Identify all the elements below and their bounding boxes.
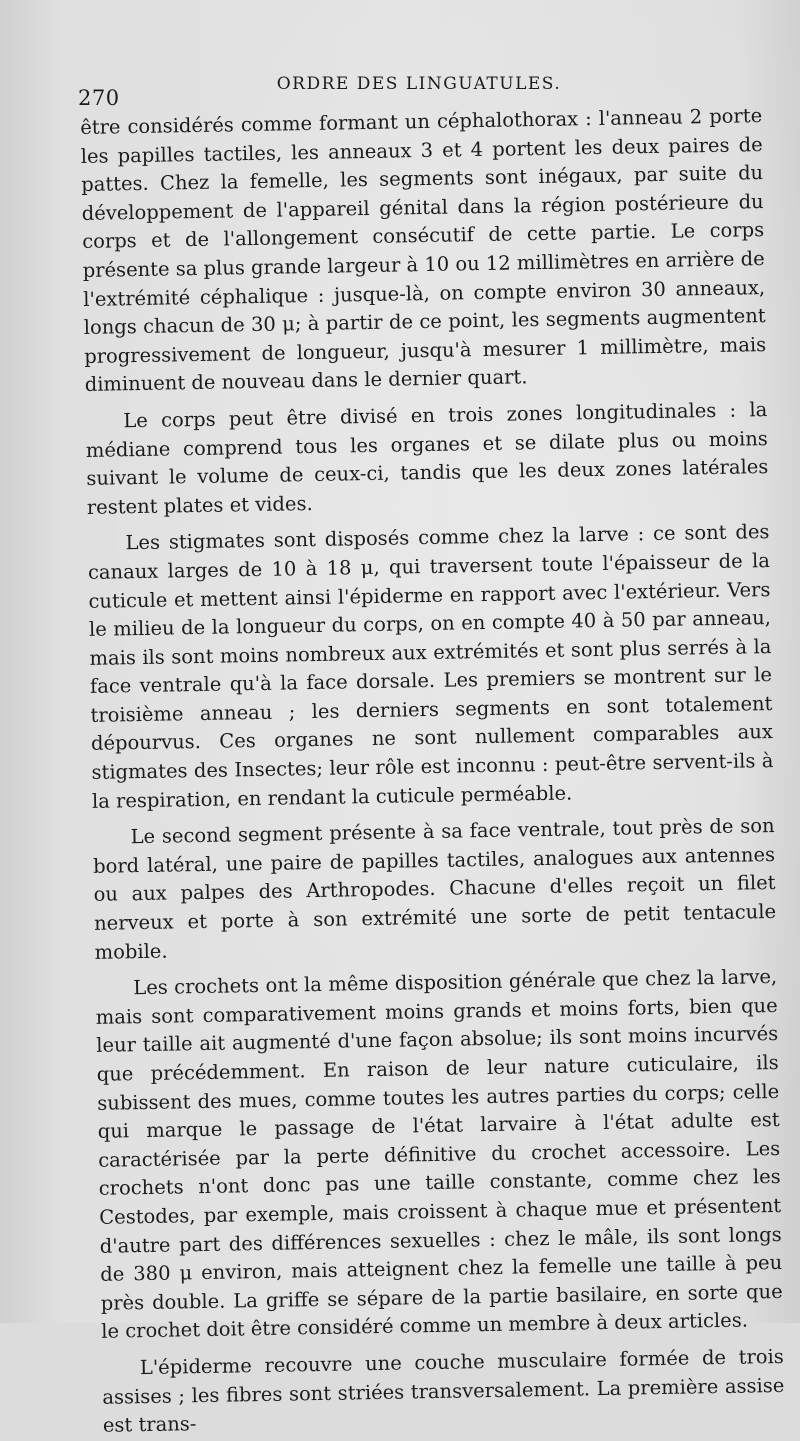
paragraph-epidermis: L'épiderme recouvre une couche musculaire formée de trois assises ; les fibres sont striées transversalement. La première assise est trans- — [102, 1344, 785, 1437]
running-head: ORDRE DES LINGUATULES. — [276, 74, 562, 94]
body-text — [80, 102, 785, 1440]
page-number: 270 — [78, 86, 120, 110]
paragraph-second-segment: Le second segment présente à sa face ventrale, tout près de son bord latéral, une paire de papilles tactiles, analogues aux antennes ou aux palpes des Arthropodes. Chacune d'elles reçoit un filet nerveux et porte à son extrémité une sorte de petit tentacule mobile. — [92, 814, 777, 964]
paragraph-body-zones: Le corps peut être divisé en trois zones longitudinales : la médiane comprend tous les organes et se dilate plus ou moins suivant le volume de ceux-ci, tandis que les deux zones latérales restent plates et vides. — [85, 397, 769, 519]
paragraph-continuation: être considérés comme formant un céphalothorax : l'anneau 2 porte les papilles tactiles, les anneaux 3 et 4 portent les deux paires de pattes. Chez la femelle, les segments sont inégaux, par suite du développement de l'appareil génital dans la région postérieure du corps et de l'allongement consécutif de cette partie. Le corps présente sa plus grande largeur à 10 ou 12 millimètres en arrière de l'extrémité céphalique : jusque-là, on compte environ 30 anneaux, longs chacun de 30 μ; à partir de ce point, les segments augmentent progressivement de longueur, jusqu'à mesurer 1 millimètre, mais diminuent de nouveau dans le dernier quart. — [80, 104, 767, 397]
page-header — [74, 68, 764, 108]
paragraph-hooks: Les crochets ont la même disposition générale que chez la larve, mais sont comparativement moins grands et moins forts, bien que leur taille ait augmenté d'une façon absolue; ils sont moins incurvés que précédemment. En raison de leur nature cuticulaire, ils subissent des mues, comme toutes les autres parties du corps; celle qui marque le passage de l'état larvaire à l'état adulte est caractérisée par la perte définitive du crochet accessoire. Les crochets n'ont donc pas une taille constante, comme chez les Cestodes, par exemple, mais croissent à chaque mue et présentent d'autre part des différences sexuelles : chez le mâle, ils sont longs de 380 μ environ, mais atteignent chez la femelle une taille à peu près double. La griffe se sépare de la partie basilaire, en sorte que le crochet doit être considéré comme un membre à deux articles. — [95, 965, 783, 1344]
paragraph-stigmata: Les stigmates sont disposés comme chez la larve : ce sont des canaux larges de 10 à 18 μ, qui traversent toute l'épaisseur de la cuticule et mettent ainsi l'épiderme en rapport avec l'extérieur. Vers le milieu de la longueur du corps, on en compte 40 à 50 par anneau, mais ils sont moins nombreux aux extrémités et sont plus serrés à la face ventrale qu'à la face dorsale. Les premiers se montrent sur le troisième anneau ; les derniers segments en sont totalement dépourvus. Ces organes ne sont nullement comparables aux stigmates des Insectes; leur rôle est inconnu : peut-être servent-ils à la respiration, en rendant la cuticule perméable. — [87, 520, 774, 813]
